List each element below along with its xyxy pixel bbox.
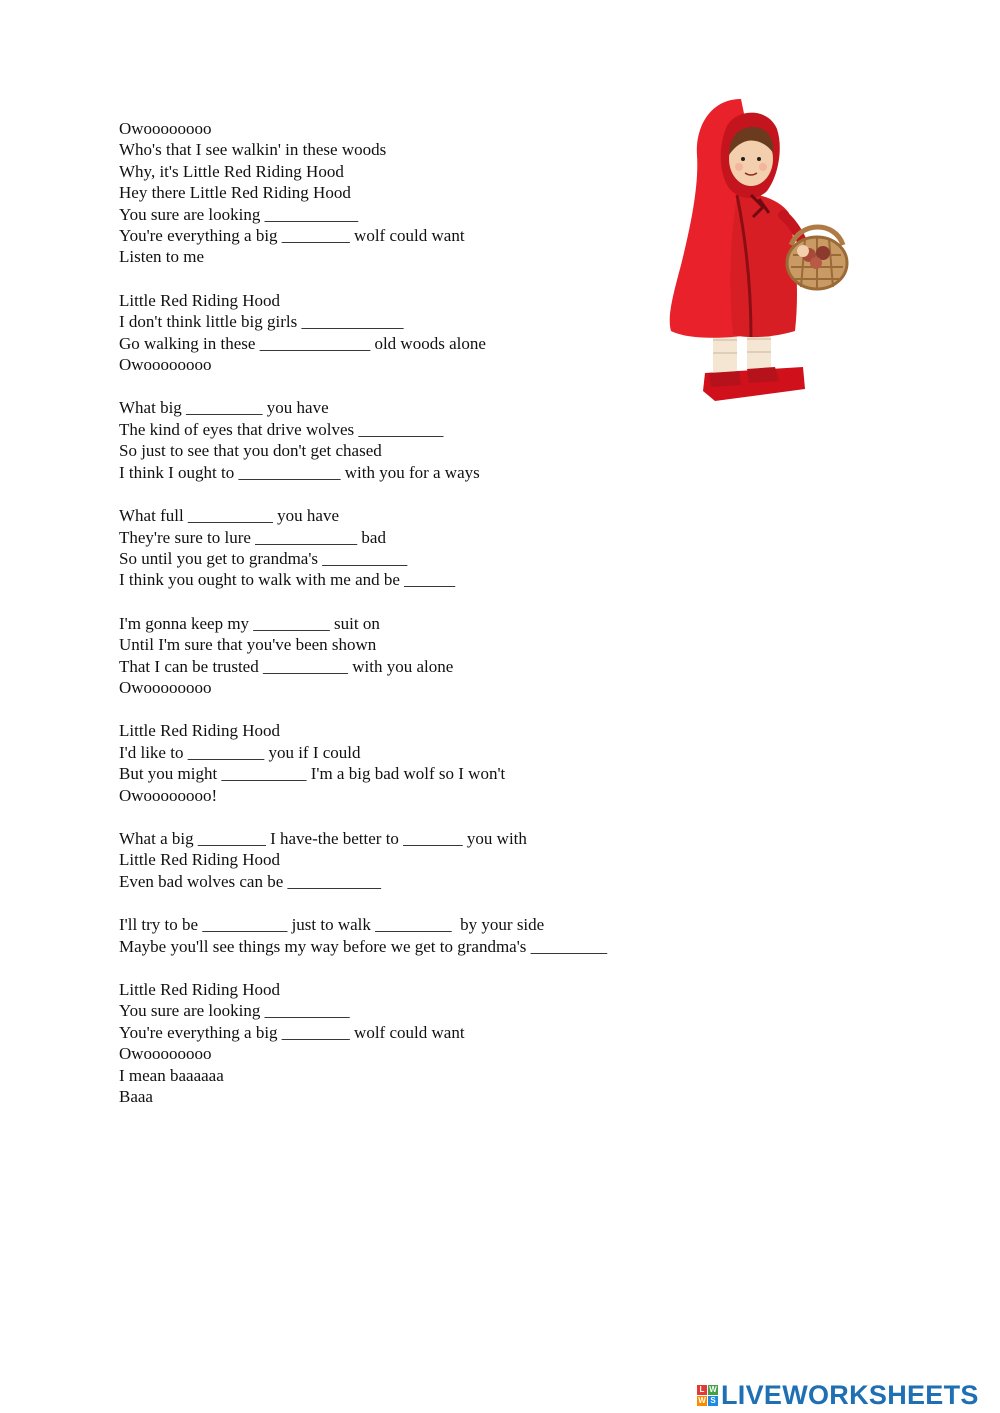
lyric-line: What big _________ you have: [119, 398, 329, 418]
lyric-line: You're everything a big ________ wolf could want: [119, 1022, 465, 1042]
lyric-line: Little Red Riding Hood: [119, 290, 281, 310]
stanza: [119, 118, 679, 268]
lyric-line: Who's that I see walkin' in these woods: [119, 140, 387, 160]
logo-tile: L: [697, 1385, 707, 1395]
lyric-line: I'm gonna keep my _________ suit on: [119, 613, 380, 633]
lyric-line: I don't think little big girls ____________: [119, 312, 404, 332]
lyric-line: Why, it's Little Red Riding Hood: [119, 161, 344, 181]
lyric-line: Go walking in these _____________ old woods alone: [119, 333, 486, 353]
stanza: [119, 979, 679, 1107]
stanza: [119, 828, 679, 892]
red-riding-hood-figure-icon: [655, 95, 865, 455]
logo-mark-icon: [697, 1385, 718, 1406]
stanza: [119, 290, 679, 376]
lyric-line: Owoooooooo: [119, 119, 212, 138]
lyric-line: You're everything a big ________ wolf could want: [119, 226, 465, 246]
logo-tile: W: [709, 1385, 717, 1394]
lyric-line: So just to see that you don't get chased: [119, 441, 382, 461]
lyric-line: Baaa: [119, 1087, 153, 1107]
lyric-line: You sure are looking __________: [119, 1001, 350, 1021]
liveworksheets-logo: [697, 1378, 979, 1412]
lyric-line: I'll try to be __________ just to walk _________ by your side: [119, 915, 545, 935]
lyric-line: Maybe you'll see things my way before we get to grandma's _________: [119, 936, 608, 956]
lyric-line: Even bad wolves can be ___________: [119, 871, 382, 891]
lyric-line: Little Red Riding Hood: [119, 850, 281, 870]
stanza: [119, 397, 679, 483]
lyric-line: Little Red Riding Hood: [119, 980, 281, 999]
lyric-line: So until you get to grandma's __________: [119, 548, 408, 568]
lyric-line: Owoooooooo: [119, 677, 212, 697]
lyric-line: But you might __________ I'm a big bad wolf so I won't: [119, 764, 506, 784]
lyric-line: Little Red Riding Hood: [119, 721, 281, 741]
lyric-line: They're sure to lure ____________ bad: [119, 527, 386, 547]
stanza: [119, 505, 679, 591]
lyric-line: I think you ought to walk with me and be ______: [119, 570, 456, 590]
logo-tile: W: [698, 1396, 706, 1405]
lyric-line: Owoooooooo: [119, 1044, 212, 1064]
lyric-line: That I can be trusted __________ with you alone: [119, 656, 454, 676]
lyric-line: Owoooooooo: [119, 355, 212, 375]
stanza: [119, 914, 679, 957]
lyric-line: The kind of eyes that drive wolves __________: [119, 419, 444, 439]
stanza: [119, 613, 679, 699]
lyric-line: Owoooooooo!: [119, 785, 218, 805]
lyric-line: I think I ought to ____________ with you for a ways: [119, 462, 480, 482]
lyric-line: What full __________ you have: [119, 506, 340, 526]
lyric-line: Hey there Little Red Riding Hood: [119, 183, 351, 203]
lyric-line: You sure are looking ___________: [119, 204, 359, 224]
lyric-line: Until I'm sure that you've been shown: [119, 635, 377, 655]
lyric-line: What a big ________ I have-the better to _______ you with: [119, 828, 527, 848]
stanza: [119, 720, 679, 806]
brand-name: LIVEWORKSHEETS: [721, 1379, 979, 1410]
lyric-line: Listen to me: [119, 247, 204, 267]
lyric-line: I'd like to _________ you if I could: [119, 742, 361, 762]
lyric-line: I mean baaaaaa: [119, 1065, 224, 1085]
lyrics-text: [119, 118, 679, 1129]
logo-tile: S: [708, 1396, 718, 1406]
